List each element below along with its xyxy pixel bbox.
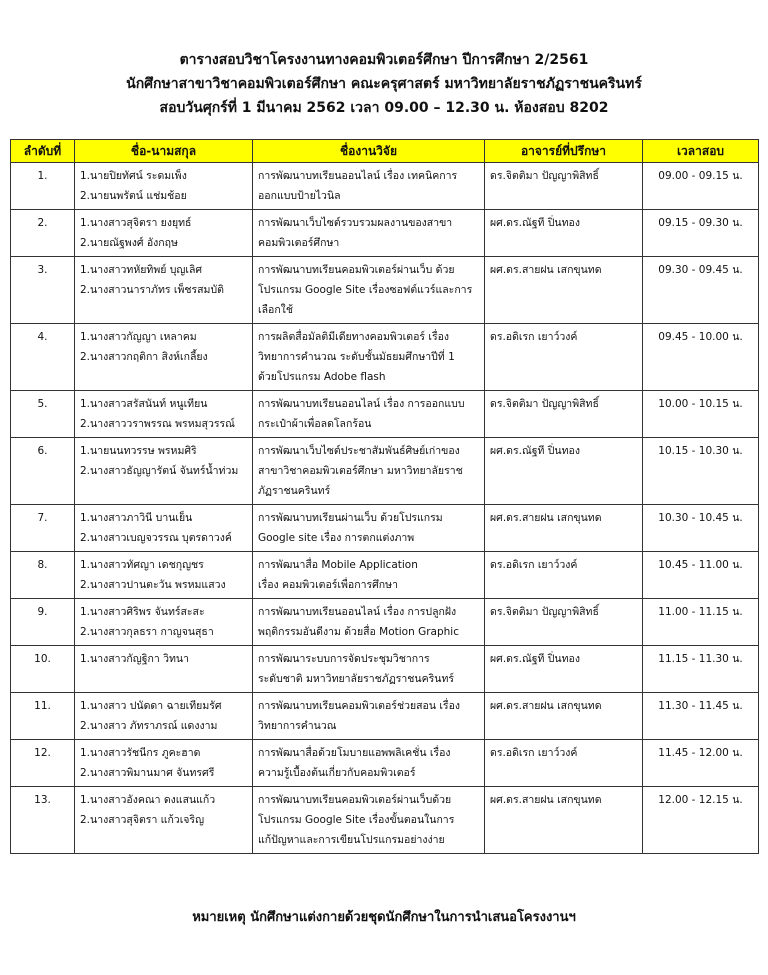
student-name: 1.นางสาวภาวินี บานเย็น [80,512,193,524]
cell-number: 10. [11,646,75,693]
cell-student-names [75,324,253,391]
cell-exam-time: 10.15 - 10.30 น. [643,438,759,505]
cell-student-names [75,740,253,787]
project-title-line: การพัฒนาบทเรียนคอมพิวเตอร์ผ่านเว็บ ด้วย [258,264,455,276]
cell-project-title [253,324,485,391]
project-title-line: วิทยาการคำนวณ ระดับชั้นมัธยมศึกษาปีที่ 1 [258,351,455,363]
table-row [11,787,759,854]
cell-number: 4. [11,324,75,391]
footnote: หมายเหตุ นักศึกษาแต่งกายด้วยชุดนักศึกษาในการนำเสนอโครงงานฯ [192,910,576,925]
cell-exam-time: 10.00 - 10.15 น. [643,391,759,438]
cell-advisor: ผศ.ดร.สายฝน เสกขุนทด [485,693,643,740]
cell-number: 12. [11,740,75,787]
cell-advisor: ผศ.ดร.ณัฐที ปิ่นทอง [485,646,643,693]
table-row [11,324,759,391]
project-title-line: การพัฒนาบทเรียนผ่านเว็บ ด้วยโปรแกรม [258,512,443,524]
project-title-line: พฤติกรรมอันดีงาม ด้วยสื่อ Motion Graphic [258,626,459,638]
student-name: 1.นางสาวศิริพร จันทร์สะสะ [80,606,205,618]
student-name: 1.นายปิยทัศน์ ระดมเพ็ง [80,170,187,182]
project-title-line: การพัฒนาระบบการจัดประชุมวิชาการ [258,653,430,665]
table-row [11,257,759,324]
project-title-line: ออกแบบป้ายไวนิล [258,190,341,202]
cell-exam-time: 09.45 - 10.00 น. [643,324,759,391]
student-name: 2.นายณัฐพงศ์ อังกฤษ [80,237,178,249]
cell-advisor: ผศ.ดร.สายฝน เสกขุนทด [485,787,643,854]
cell-advisor: ผศ.ดร.ณัฐที ปิ่นทอง [485,438,643,505]
cell-advisor: ดร.อดิเรก เยาว์วงค์ [485,740,643,787]
table-row [11,599,759,646]
project-title-line: ระดับชาติ มหาวิทยาลัยราชภัฏราชนครินทร์ [258,673,455,685]
cell-number: 6. [11,438,75,505]
student-name: 1.นางสาวกัญฐิกา วิทนา [80,653,189,665]
cell-advisor: ดร.อดิเรก เยาว์วงค์ [485,552,643,599]
project-title-line: ด้วยโปรแกรม Adobe flash [258,371,386,383]
table-row [11,210,759,257]
project-title-line: โปรแกรม Google Site เรื่องซอฟต์แวร์และการ [258,284,473,296]
cell-number: 7. [11,505,75,552]
cell-advisor: ผศ.ดร.สายฝน เสกขุนทด [485,505,643,552]
project-title-line: การพัฒนาสื่อด้วยโมบายแอพพลิเคชั่น เรื่อง [258,747,451,759]
student-name: 2.นางสาวเบญจวรรณ บุตรดาวงค์ [80,532,232,544]
student-name: 1.นายนนทวรรษ พรหมศิริ [80,445,197,457]
student-name: 1.นางสาวกัญญา เหลาคม [80,331,197,343]
cell-project-title [253,599,485,646]
student-name: 2.นายนพรัตน์ แช่มช้อย [80,190,187,202]
student-name: 1.นางสาวทหัยทิพย์ บุญเลิศ [80,264,203,276]
cell-student-names [75,163,253,210]
column-header-advisor: อาจารย์ที่ปรึกษา [485,140,643,163]
cell-student-names [75,693,253,740]
table-row [11,391,759,438]
project-title-line: ภัฏราชนครินทร์ [258,485,331,497]
project-title-line: การพัฒนาบทเรียนออนไลน์ เรื่อง เทคนิคการ [258,170,458,182]
cell-project-title [253,646,485,693]
cell-project-title [253,163,485,210]
student-name: 1.นางสาวทัศญา เดชกุญชร [80,559,204,571]
project-title-line: กระเป๋าผ้าเพื่อลดโลกร้อน [258,418,372,430]
cell-project-title [253,210,485,257]
exam-schedule-table [10,139,759,854]
cell-number: 11. [11,693,75,740]
document-title: ตารางสอบวิชาโครงงานทางคอมพิวเตอร์ศึกษา ปีการศึกษา 2/2561 [179,52,589,68]
cell-number: 13. [11,787,75,854]
cell-project-title [253,438,485,505]
cell-student-names [75,552,253,599]
cell-student-names [75,438,253,505]
student-name: 1.นางสาว ปนัดดา ฉายเทียมรัศ [80,700,222,712]
cell-student-names [75,257,253,324]
column-header-names: ชื่อ-นามสกุล [75,140,253,163]
student-name: 1.นางสาวรัชนีกร ภูคะฮาด [80,747,201,759]
project-title-line: การผลิตสื่อมัลติมีเดียทางคอมพิวเตอร์ เรื่อง [258,331,450,343]
cell-exam-time: 10.45 - 11.00 น. [643,552,759,599]
table-row [11,740,759,787]
cell-number: 1. [11,163,75,210]
cell-student-names [75,787,253,854]
cell-advisor: ผศ.ดร.สายฝน เสกขุนทด [485,257,643,324]
cell-project-title [253,787,485,854]
cell-project-title [253,391,485,438]
table-row [11,438,759,505]
project-title-line: การพัฒนาบทเรียนออนไลน์ เรื่อง การปลูกฝัง [258,606,457,618]
cell-student-names [75,646,253,693]
student-name: 1.นางสาวอังคณา ดงแสนแก้ว [80,794,216,806]
cell-student-names [75,505,253,552]
project-title-line: เรื่อง คอมพิวเตอร์เพื่อการศึกษา [258,579,398,591]
table-row [11,163,759,210]
cell-number: 9. [11,599,75,646]
cell-student-names [75,391,253,438]
project-title-line: การพัฒนาบทเรียนคอมพิวเตอร์ผ่านเว็บด้วย [258,794,452,806]
cell-advisor: ดร.จิตติมา ปัญญาพิสิทธิ์ [485,599,643,646]
column-header-time: เวลาสอบ [643,140,759,163]
student-name: 2.นางสาววราพรรณ พรหมสุวรรณ์ [80,418,235,430]
project-title-line: วิทยาการคำนวณ [258,720,337,732]
project-title-line: โปรแกรม Google Site เรื่องขั้นตอนในการ [258,814,455,826]
student-name: 2.นางสาวธัญญารัตน์ จันทร์น้ำท่วม [80,465,239,477]
cell-number: 8. [11,552,75,599]
cell-advisor: ดร.จิตติมา ปัญญาพิสิทธิ์ [485,163,643,210]
student-name: 2.นางสาวกฤติกา สิงห์เกลี้ยง [80,351,208,363]
document-header [0,48,768,120]
cell-project-title [253,257,485,324]
table-row [11,505,759,552]
cell-student-names [75,210,253,257]
table-header-row [11,140,759,163]
cell-advisor: ดร.อดิเรก เยาว์วงค์ [485,324,643,391]
project-title-line: Google site เรื่อง การตกแต่งภาพ [258,532,415,544]
student-name: 2.นางสาวกุลธรา กาญจนสุธา [80,626,214,638]
document-subtitle: นักศึกษาสาขาวิชาคอมพิวเตอร์ศึกษา คณะครุศาสตร์ มหาวิทยาลัยราชภัฏราชนครินทร์ [126,76,642,92]
column-header-title: ชื่องานวิจัย [253,140,485,163]
project-title-line: การพัฒนาเว็บไซต์ประชาสัมพันธ์ศิษย์เก่าของ [258,445,460,457]
student-name: 1.นางสาวสุจิตรา ยงยุทธ์ [80,217,192,229]
cell-project-title [253,505,485,552]
project-title-line: แก้ปัญหาและการเขียนโปรแกรมอย่างง่าย [258,834,445,846]
cell-number: 5. [11,391,75,438]
cell-exam-time: 11.00 - 11.15 น. [643,599,759,646]
cell-project-title [253,740,485,787]
student-name: 2.นางสาวสุจิตรา แก้วเจริญ [80,814,205,826]
exam-date-line: สอบวันศุกร์ที่ 1 มีนาคม 2562 เวลา 09.00 – 12.30 น. ห้องสอบ 8202 [159,100,609,116]
cell-project-title [253,693,485,740]
cell-number: 2. [11,210,75,257]
project-title-line: การพัฒนาสื่อ Mobile Application [258,559,418,571]
student-name: 2.นางสาว ภัทราภรณ์ แดงงาม [80,720,218,732]
project-title-line: สาขาวิชาคอมพิวเตอร์ศึกษา มหาวิทยาลัยราช [258,465,463,477]
cell-exam-time: 09.15 - 09.30 น. [643,210,759,257]
cell-exam-time: 10.30 - 10.45 น. [643,505,759,552]
table-row [11,693,759,740]
cell-exam-time: 12.00 - 12.15 น. [643,787,759,854]
project-title-line: คอมพิวเตอร์ศึกษา [258,237,340,249]
student-name: 1.นางสาวสรัสนันท์ หนูเทียน [80,398,208,410]
cell-exam-time: 11.45 - 12.00 น. [643,740,759,787]
column-header-no: ลำดับที่ [11,140,75,163]
cell-student-names [75,599,253,646]
project-title-line: การพัฒนาบทเรียนออนไลน์ เรื่อง การออกแบบ [258,398,465,410]
cell-exam-time: 09.00 - 09.15 น. [643,163,759,210]
project-title-line: ความรู้เบื้องต้นเกี่ยวกับคอมพิวเตอร์ [258,767,416,779]
student-name: 2.นางสาวนาราภัทร เพ็ชรสมบัติ [80,284,224,296]
cell-exam-time: 11.15 - 11.30 น. [643,646,759,693]
student-name: 2.นางสาวพิมานมาศ จันทรศรี [80,767,215,779]
cell-advisor: ผศ.ดร.ณัฐที ปิ่นทอง [485,210,643,257]
cell-project-title [253,552,485,599]
table-row [11,552,759,599]
project-title-line: เลือกใช้ [258,304,293,316]
cell-advisor: ดร.จิตติมา ปัญญาพิสิทธิ์ [485,391,643,438]
table-body [11,163,759,854]
student-name: 2.นางสาวปานตะวัน พรหมแสวง [80,579,226,591]
project-title-line: การพัฒนาเว็บไซต์รวบรวมผลงานของสาขา [258,217,453,229]
cell-exam-time: 09.30 - 09.45 น. [643,257,759,324]
cell-exam-time: 11.30 - 11.45 น. [643,693,759,740]
project-title-line: การพัฒนาบทเรียนคอมพิวเตอร์ช่วยสอน เรื่อง [258,700,461,712]
cell-number: 3. [11,257,75,324]
table-row [11,646,759,693]
